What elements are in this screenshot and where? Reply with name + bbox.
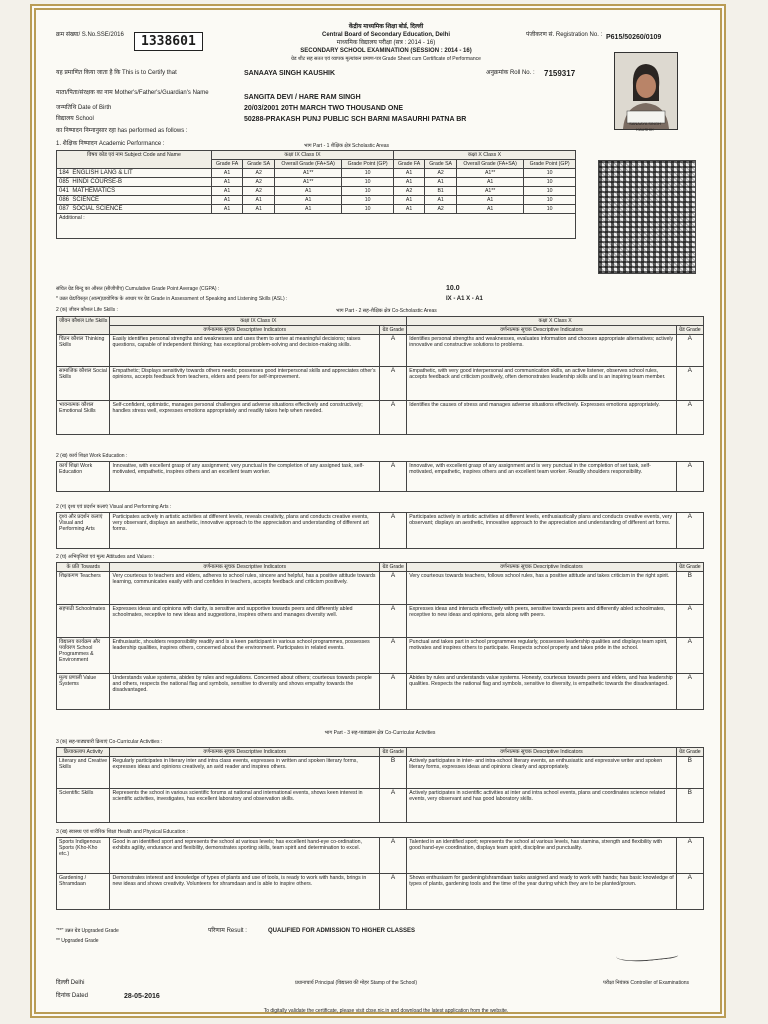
grade-cell: A1 xyxy=(275,205,342,214)
grade-point-cell: 10 xyxy=(524,178,576,187)
col-descriptive: वर्णनात्मक सूचक Descriptive Indicators xyxy=(407,326,676,335)
certificate-sheet xyxy=(30,4,726,1018)
table-row xyxy=(57,572,704,605)
grade-cell: A1 xyxy=(393,178,424,187)
table-row xyxy=(57,187,576,196)
descriptor: Empathetic; Displays sensitivity towards others needs; possesses good interpersonal skills and appreciates other's opinions, accepts feedback from teachers, elders and peers for self-improvement. xyxy=(110,367,379,401)
grade-cell: A1 xyxy=(212,196,243,205)
board-name: Central Board of Secondary Education, Delhi xyxy=(321,32,451,38)
subject-code: 184 xyxy=(59,170,70,176)
table-row xyxy=(57,605,704,638)
additional-subject: Additional : xyxy=(57,214,576,239)
date-of-birth: 20/03/2001 20TH MARCH TWO THOUSAND ONE xyxy=(244,105,404,112)
life-skills-title: 2 (क) जीवन कौशल Life Skills : xyxy=(56,307,118,313)
certify-label: यह प्रमाणित किया जाता है कि This is to Certify that xyxy=(56,70,177,76)
parent-name: SANGITA DEVI / HARE RAM SINGH xyxy=(244,94,361,101)
dated-label: दिनांक Dated xyxy=(56,993,88,999)
table-row xyxy=(57,757,704,789)
activity-name: Gardening / Shramdaan xyxy=(57,874,110,910)
grade-cell: A1 xyxy=(243,196,275,205)
descriptor: Easily identifies personal strengths and weaknesses and uses them to arrive at meaningful decisions; raises questions, capable of independent thinking; has exceptional problem-solving and decision-making skills. xyxy=(110,335,379,367)
descriptor: Abides by rules and understands value systems. Honesty, courteous towards peers and elders, and has leadership qualities. Respects the national flag and symbols, sensitive to diversity, is empathetic towards the disadvantaged. xyxy=(407,674,676,710)
health-table xyxy=(56,837,704,910)
grade-cell: A xyxy=(379,838,406,874)
activity-name: Scientific Skills xyxy=(57,789,110,823)
grade-cell: A1 xyxy=(393,169,424,178)
performed-label: का निष्पादन निम्नानुसार रहा has performed as follows : xyxy=(56,128,188,134)
grade-cell: A2 xyxy=(425,169,457,178)
skill-name: दृश्य और प्रदर्शन कलाएं Visual and Performing Arts xyxy=(57,513,110,549)
descriptor: Shows enthusiasm for gardening/shramdaan tasks assigned and ready to work with hands; has basic knowledge of types of plants, gardening tools and the time of the year during which they are to be planted/grown. xyxy=(407,874,676,910)
col-grade: ग्रेड Grade xyxy=(676,748,703,757)
col-ix-sa: Grade SA xyxy=(243,160,275,169)
controller-signature xyxy=(615,945,678,964)
col-descriptive: वर्णनात्मक सूचक Descriptive Indicators xyxy=(110,563,379,572)
col-life-skills: जीवन कौशल Life Skills xyxy=(57,317,110,335)
col-grade: ग्रेड Grade xyxy=(676,563,703,572)
descriptor: Regularly participates in literary inter and intra class events, expresses in written and spoken literary forms, expresses ideas and opinions creatively, an avid reader and inspires others. xyxy=(110,757,379,789)
subject-name: SCIENCE xyxy=(72,197,100,203)
serial-number: 1338601 xyxy=(134,32,203,51)
grade-cell: A xyxy=(676,462,703,492)
scholastic-title: 1. शैक्षिक निष्पादन Academic Performance : xyxy=(56,141,165,147)
table-row xyxy=(57,638,704,674)
descriptor: Very courteous towards teachers, follows school rules, has a positive attitude and takes criticism in the right spirit. xyxy=(407,572,676,605)
attitude-name: मूल्य प्रणाली Value Systems xyxy=(57,674,110,710)
skill-name: सामाजिक कौशल Social Skills xyxy=(57,367,110,401)
controller-label: परीक्षा नियंत्रक Controller of Examinations xyxy=(602,980,690,986)
descriptor: Empathetic, with very good interpersonal and communication skills, an active listener, observes school rules, accepts feedback and criticism positively, often demonstrates leadership skills and is an inspiring team member. xyxy=(407,367,676,401)
grade-cell: A2 xyxy=(243,187,275,196)
roll-number: 7159317 xyxy=(544,69,576,78)
col-activity: क्रियाकलाप Activity xyxy=(57,748,110,757)
grade-cell: A1 xyxy=(275,196,342,205)
descriptor: Demonstrates interest and knowledge of types of plants and use of tools, is ready to work with hands, brings in new ideas and shows creativity. Volunteers for shramdaan and is able to inspire others. xyxy=(110,874,379,910)
subject-name: MATHEMATICS xyxy=(72,188,116,194)
descriptor: Actively participates in inter- and intra-school literary events, an enthusiastic and expressive writer and spoken literary forms, expresses ideas and opinions clearly and appropriately. xyxy=(407,757,676,789)
grade-point-cell: 10 xyxy=(342,205,394,214)
descriptor: Enthusiastic, shoulders responsibility readily and is a keen participant in various school programmes, possesses leadership qualities, inspires others, concerned about the environment. Participates in related events. xyxy=(110,638,379,674)
grade-cell: A xyxy=(379,605,406,638)
grade-cell: A1 xyxy=(393,205,424,214)
school-label: विद्यालय School xyxy=(56,116,94,122)
attitude-name: शिक्षकगण Teachers xyxy=(57,572,110,605)
grade-cell: A1 xyxy=(457,196,524,205)
grade-cell: A xyxy=(676,674,703,710)
col-ix-grade: Overall Grade (FA+SA) xyxy=(275,160,342,169)
descriptor: Expresses ideas and opinions with clarity, is sensitive and supportive towards peers and differently abled schoolmates, receptive to new ideas and suggestions, inspires others and manages diversity well. xyxy=(110,605,379,638)
descriptor: Identifies personal strengths and weaknesses, evaluates information and chooses appropriate alternatives; actively innovative and constructive solutions to problems. xyxy=(407,335,676,367)
col-descriptive: वर्णनात्मक सूचक Descriptive Indicators xyxy=(407,563,676,572)
table-row xyxy=(57,462,704,492)
upgraded-grade-label: "**" उन्नत ग्रेड Upgraded Grade xyxy=(56,928,119,934)
col-class-x: कक्षा X Class X xyxy=(407,317,704,326)
scholastic-table xyxy=(56,150,576,239)
grade-cell: A xyxy=(379,638,406,674)
col-grade: ग्रेड Grade xyxy=(379,563,406,572)
grade-cell: A xyxy=(676,874,703,910)
subject-code: 085 xyxy=(59,179,70,185)
work-education-title: 2 (ख) कार्य शिक्षा Work Education : xyxy=(56,453,128,459)
grade-cell: A xyxy=(676,513,703,549)
col-descriptive: वर्णनात्मक सूचक Descriptive Indicators xyxy=(110,326,379,335)
descriptor: Participates actively in artistic activities at different levels, reveals creativity, plans and conducts creative events, very observant, displays an aesthetic, innovative approach to the appreciation and understanding of different art forms. xyxy=(110,513,379,549)
place-label: दिल्ली Delhi xyxy=(56,980,85,986)
grade-point-cell: 10 xyxy=(342,196,394,205)
upgraded-note: ** Upgraded Grade xyxy=(56,938,99,944)
grade-cell: A xyxy=(379,572,406,605)
part3-title: भाग Part - 3 सह-पाठ्यक्रम क्षेत्र Co-Curricular Activities xyxy=(324,730,436,736)
table-row xyxy=(57,335,704,367)
grade-cell: A xyxy=(379,513,406,549)
cca-table xyxy=(56,747,704,823)
grade-cell: B xyxy=(676,572,703,605)
grade-cell: A1 xyxy=(457,178,524,187)
descriptor: Innovative, with excellent grasp of any assignment; very punctual in the completion of any assigned task, self-motivated, empathetic, inspires others and an excellent team worker. xyxy=(110,462,379,492)
descriptor: Identifies the causes of stress and manages adverse situations effectively. Expresses emotions appropriately. xyxy=(407,401,676,435)
grade-cell: A xyxy=(676,838,703,874)
col-towards: के प्रति Towards xyxy=(57,563,110,572)
grade-cell: A xyxy=(379,874,406,910)
subject-code: 086 xyxy=(59,197,70,203)
table-row xyxy=(57,205,576,214)
registration-number: P615/50260/0109 xyxy=(606,34,662,41)
col-class-x: कक्षा X Class X xyxy=(393,151,575,160)
grade-point-cell: 10 xyxy=(524,169,576,178)
grade-cell: A1 xyxy=(212,187,243,196)
grade-cell: A2 xyxy=(393,187,424,196)
grade-cell: A xyxy=(676,638,703,674)
skill-name: चिंतन कौशल Thinking Skills xyxy=(57,335,110,367)
col-ix-gp: Grade Point (GP) xyxy=(342,160,394,169)
col-class-ix: कक्षा IX Class IX xyxy=(212,151,394,160)
activity-name: Sports Indigenous Sports (Kho-Kho etc.) xyxy=(57,838,110,874)
life-skills-table xyxy=(56,316,704,435)
grade-cell: A1** xyxy=(275,178,342,187)
grade-cell: A1 xyxy=(425,178,457,187)
grade-cell: B xyxy=(379,757,406,789)
validation-note: To digitally validate the certificate, please visit cbse.nic.in and download the latest application from the website. xyxy=(263,1008,509,1014)
descriptor: Punctual and takes part in school programmes regularly, possesses leadership qualities and displays team spirit, motivates and inspires others to participate. Respects school property and takes pride in the school. xyxy=(407,638,676,674)
col-descriptive: वर्णनात्मक सूचक Descriptive Indicators xyxy=(407,748,676,757)
cgpa-label: संचित ग्रेड बिन्दु का औसत (सीजीपीए) Cumulative Grade Point Average (CGPA) : xyxy=(56,286,220,292)
grade-cell: A xyxy=(676,401,703,435)
grade-cell: A xyxy=(676,367,703,401)
subject-code: 087 xyxy=(59,206,70,212)
col-grade: ग्रेड Grade xyxy=(379,748,406,757)
descriptor: Represents the school in various scientific forums at national and international events, shows keen interest in scientific activities, investigates, has excellent laboratory and observation skills. xyxy=(110,789,379,823)
vpa-table xyxy=(56,512,704,549)
col-descriptive: वर्णनात्मक सूचक Descriptive Indicators xyxy=(110,748,379,757)
grade-point-cell: 10 xyxy=(342,178,394,187)
grade-point-cell: 10 xyxy=(342,169,394,178)
dob-label: जन्मतिथि Date of Birth xyxy=(56,105,112,111)
attitude-name: विद्यालय कार्यक्रम और पर्यावरण School Programmes & Environment xyxy=(57,638,110,674)
subject-name: HINDI COURSE-B xyxy=(72,179,123,185)
grade-cell: A1** xyxy=(275,169,342,178)
col-x-fa: Grade FA xyxy=(393,160,424,169)
result-value: QUALIFIED FOR ADMISSION TO HIGHER CLASSES xyxy=(268,928,416,934)
grade-cell: A xyxy=(379,401,406,435)
attitude-name: सहपाठी Schoolmates xyxy=(57,605,110,638)
grade-cell: B1 xyxy=(425,187,457,196)
grade-cell: A xyxy=(379,367,406,401)
attitudes-table xyxy=(56,562,704,710)
col-grade: ग्रेड Grade xyxy=(379,326,406,335)
table-row xyxy=(57,178,576,187)
grade-cell: A xyxy=(676,335,703,367)
exam-name: SECONDARY SCHOOL EXAMINATION (SESSION : 2014 - 16) xyxy=(300,48,472,54)
school-name: 50288-PRAKASH PUNJ PUBLIC SCH BARNI MASAURHI PATNA BR xyxy=(244,116,467,123)
vpa-title: 2 (ग) दृश्य एवं प्रदर्शन कलाएं Visual and Performing Arts : xyxy=(56,504,172,510)
grade-cell: A1 xyxy=(393,196,424,205)
table-row xyxy=(57,196,576,205)
grade-cell: A2 xyxy=(243,169,275,178)
grade-cell: A xyxy=(379,674,406,710)
col-subject: विषय कोड एवं नाम Subject Code and Name xyxy=(57,151,212,169)
grade-cell: A1** xyxy=(457,187,524,196)
col-x-gp: Grade Point (GP) xyxy=(524,160,576,169)
descriptor: Actively participates in scientific activities at inter and intra school events, plans and coordinates science related events, very observant and has good laboratory skills. xyxy=(407,789,676,823)
table-row xyxy=(57,401,704,435)
qr-code xyxy=(598,160,696,274)
grade-cell: A xyxy=(379,335,406,367)
descriptor: Very courteous to teachers and elders, adheres to school rules, sincere and helpful, has a positive attitude towards learning, communicates easily with and confides in teachers, accepts feedback and criticism positively. xyxy=(110,572,379,605)
photo-caption: SANAAYA SINGH KAUSHIK xyxy=(629,121,661,132)
descriptor: Self-confident, optimistic, manages personal challenges and adverse situations effectively and constructively; handles stress well, expresses emotions appropriately and readily takes help when needed. xyxy=(110,401,379,435)
descriptor: Expresses ideas and interacts effectively with peers, sensitive towards peers and differently abled schoolmates, receptive to new ideas and opinions, gets along with peers. xyxy=(407,605,676,638)
grade-cell: A2 xyxy=(243,178,275,187)
grade-cell: A1 xyxy=(275,187,342,196)
col-x-sa: Grade SA xyxy=(425,160,457,169)
serial-label: क्रम संख्या/ S.No.SSE/2016 xyxy=(56,32,124,38)
board-name-hindi: केंद्रीय माध्यमिक शिक्षा बोर्ड, दिल्ली xyxy=(348,24,424,30)
part1-title: भाग Part - 1 शैक्षिक क्षेत्र Scholastic Areas xyxy=(304,143,390,149)
table-row xyxy=(57,367,704,401)
grade-point-cell: 10 xyxy=(524,187,576,196)
exam-name-hindi: माध्यमिक विद्यालय परीक्षा (सत्र : 2014 - 16) xyxy=(336,40,436,46)
skill-name: भावनात्मक कौशल Emotional Skills xyxy=(57,401,110,435)
parent-label: माता/पिता/संरक्षक का नाम Mother's/Father's/Guardian's Name xyxy=(56,90,209,96)
health-title: 3 (ख) स्वास्थ्य एवं शारीरिक शिक्षा Health and Physical Education : xyxy=(56,829,189,835)
col-grade: ग्रेड Grade xyxy=(676,326,703,335)
grade-cell: A1 xyxy=(212,205,243,214)
grade-cell: A xyxy=(379,462,406,492)
table-row xyxy=(57,674,704,710)
table-row xyxy=(57,169,576,178)
grade-sheet-title: ग्रेड शीट सह सतत एवं व्यापक मूल्यांकन प्रमाण-पत्र Grade Sheet cum Certificate of Performance xyxy=(291,56,481,62)
cca-title: 3 (क) सह-पाठ्यचारी क्रियाएं Co-Curricular Activities : xyxy=(56,739,163,745)
student-photo xyxy=(614,52,678,130)
descriptor: Understands value systems, abides by rules and regulations. Concerned about others; courteous towards people and others, respects the national flag and symbols, sensitive to diversity and shows empathy towards the disadvantaged. xyxy=(110,674,379,710)
activity-name: Literary and Creative Skills xyxy=(57,757,110,789)
table-row xyxy=(57,874,704,910)
grade-cell: A1 xyxy=(212,169,243,178)
attitudes-title: 2 (घ) अभिवृत्तियां एवं मूल्य Attitudes and Values : xyxy=(56,554,155,560)
grade-cell: B xyxy=(676,789,703,823)
grade-cell: A1 xyxy=(243,205,275,214)
cgpa-value: 10.0 xyxy=(446,285,460,292)
grade-cell: A1 xyxy=(425,196,457,205)
skill-name: कार्य शिक्षा Work Education xyxy=(57,462,110,492)
issue-date: 28-05-2016 xyxy=(124,993,160,1000)
work-education-table xyxy=(56,461,704,492)
student-name: SANAAYA SINGH KAUSHIK xyxy=(244,70,336,77)
table-row xyxy=(57,789,704,823)
col-ix-fa: Grade FA xyxy=(212,160,243,169)
descriptor: Innovative, with excellent grasp of any assignment and is very punctual in the completion of set task, self-motivated, empathetic, inspires others and an excellent team worker. Readily shoulders responsibility. xyxy=(407,462,676,492)
grade-point-cell: 10 xyxy=(524,205,576,214)
table-row xyxy=(57,838,704,874)
grade-point-cell: 10 xyxy=(342,187,394,196)
grade-cell: A xyxy=(676,605,703,638)
principal-label: प्रधानाचार्य Principal (विद्यालय की मोहर Stamp of the School) xyxy=(294,980,418,986)
grade-cell: A1** xyxy=(457,169,524,178)
descriptor: Talented in an identified sport; represents the school at various levels, has stamina, strength and flexibility with good hand-eye coordination, displays team spirit, discipline and punctuality. xyxy=(407,838,676,874)
grade-cell: A2 xyxy=(425,205,457,214)
col-x-grade: Overall Grade (FA+SA) xyxy=(457,160,524,169)
subject-name: SOCIAL SCIENCE xyxy=(72,206,123,212)
grade-point-cell: 10 xyxy=(524,196,576,205)
descriptor: Participates actively in artistic activities at different levels, enthusiastically plans and conducts creative events, very observant; displays an aesthetic, innovative approach to the appreciation and understanding of different art forms. xyxy=(407,513,676,549)
col-class-ix: कक्षा IX Class IX xyxy=(110,317,407,326)
registration-label: पंजीकरण सं. Registration No. : xyxy=(526,32,603,38)
table-row xyxy=(57,513,704,549)
grade-cell: A xyxy=(379,789,406,823)
asl-grade: IX - A1 X - A1 xyxy=(446,296,483,302)
roll-label: अनुक्रमांक Roll No. : xyxy=(486,70,535,76)
result-label: परिणाम Result : xyxy=(208,928,247,934)
grade-cell: B xyxy=(676,757,703,789)
grade-cell: A1 xyxy=(457,205,524,214)
subject-name: ENGLISH LANG & LIT xyxy=(72,170,133,176)
part2-title: भाग Part - 2 सह-शैक्षिक क्षेत्र Co-Scholastic Areas xyxy=(336,308,437,314)
subject-code: 041 xyxy=(59,188,70,194)
asl-label: * उन्नत ग्रेड/विस्तृत (आत्म)प्रायोगिक के आधार पर ग्रेड Grade in Assessment of Speaking and Listening Skills (ASL) : xyxy=(56,296,288,302)
descriptor: Good in an identified sport and represents the school at various levels; has excellent hand-eye co-ordination, exhibits agility, endurance and flexibility, demonstrates sporting skills, team spirit and determination to excel. xyxy=(110,838,379,874)
grade-cell: A1 xyxy=(212,178,243,187)
